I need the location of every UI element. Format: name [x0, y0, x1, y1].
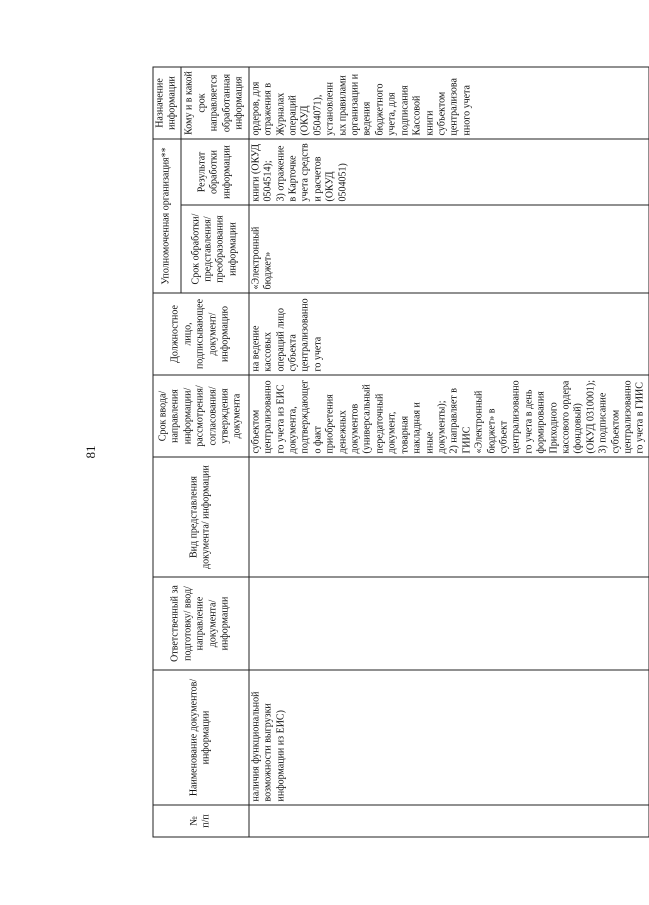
- header-num: № п/п: [153, 805, 249, 837]
- header-authorized-org: Уполномоченная организация**: [153, 139, 181, 293]
- row-num: [249, 805, 649, 837]
- row-auth-deadline: «Электронный бюджет»: [249, 205, 649, 293]
- row-official: на ведение кассовых операций лицо субъекта централизованно го учета: [249, 293, 649, 375]
- table-sheet: [153, 68, 648, 838]
- row-deadline-input: субъектом централизованно го учета из ЕИС документа, подтверждающег о факт приобретения денежных документов (универсальный передаточный документ, товарная накладная и иные документы); 2) направляет в ГИИС «Электронный бюджет» в субъект централизованно го учета в день формирования Приходного кассового ордера (фондовый) (ОКУД 0310001); 3) подписание субъектом централизованно го учета в ГИИС: [249, 375, 649, 457]
- header-purpose: Назначение информации: [153, 67, 181, 139]
- page-number: 81: [83, 445, 98, 459]
- row-auth-result: книги (ОКУД 0504514); 3) отражение в Карточке учета средств и расчетов (ОКУД 0504051): [249, 139, 649, 205]
- row-view: [249, 457, 649, 577]
- row-responsible: [249, 577, 649, 670]
- header-auth-result: Результат обработки информации: [181, 139, 249, 205]
- header-responsible: Ответственный за подготовку/ ввод/ направление документа/ информации: [153, 577, 249, 670]
- header-auth-deadline: Срок обработки/ представления/ преобразования информации: [181, 205, 249, 293]
- header-deadline-input: Срок ввода/ направления информации/ рассмотрения/ согласования/ утверждения документа: [153, 375, 249, 457]
- header-official: Должностное лицо, подписывающее документ/ информацию: [153, 293, 249, 375]
- header-view: Вид представления документа/ информации: [153, 457, 249, 577]
- header-name: Наименование документов/информации: [153, 670, 249, 805]
- row-name: наличия функциональной возможности выгрузки информации из ЕИС): [249, 670, 649, 805]
- document-table: [153, 66, 649, 837]
- header-purpose-to: Кому и в какой срок направляется обработанная информация: [181, 67, 249, 139]
- row-purpose-to: ордеров, для отражения в Журналах операций (ОКУД 0504071), установленн ых правилами организации и ведения бюджетного учета, для подписания Кассовой книги субъектом централизова нного учета: [249, 67, 649, 139]
